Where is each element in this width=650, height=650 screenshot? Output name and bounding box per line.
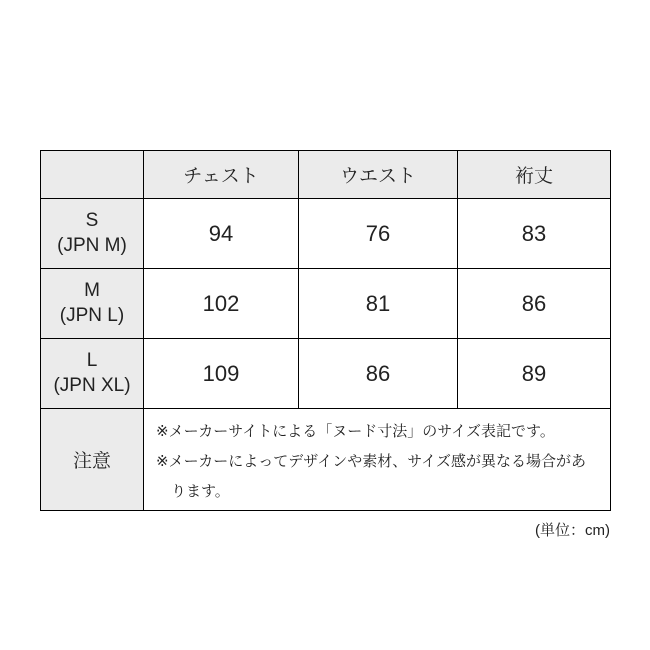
size-label-jpn: (JPN L)	[59, 304, 125, 326]
size-label: M	[84, 279, 100, 301]
cell-m-waist: 81	[299, 269, 458, 339]
note-top-spacer	[144, 409, 610, 417]
note-line-1: ※メーカーサイトによる「ヌード寸法」のサイズ表記です。	[156, 423, 555, 440]
note-label: 注意	[41, 409, 144, 511]
header-waist: ウエスト	[299, 151, 458, 199]
table-row-size-m	[41, 269, 611, 339]
cell-m-sleeve: 86	[458, 269, 611, 339]
cell-s-chest: 94	[144, 199, 299, 269]
cell-s-sleeve: 83	[458, 199, 611, 269]
cell-s-waist: 76	[299, 199, 458, 269]
table-row-size-l	[41, 339, 611, 409]
size-label: L	[86, 349, 98, 371]
cell-l-chest: 109	[144, 339, 299, 409]
header-row	[41, 151, 611, 199]
unit-label: (単位：cm)	[535, 522, 610, 539]
table-row-notes	[41, 409, 611, 511]
header-corner-cell	[41, 151, 144, 199]
size-label-jpn: (JPN XL)	[53, 374, 131, 396]
size-label-jpn: (JPN M)	[57, 234, 127, 256]
note-line-2: ※メーカーによってデザインや素材、サイズ感が異なる場合があります。	[156, 453, 587, 500]
size-label: S	[85, 209, 99, 231]
table-row-size-s	[41, 199, 611, 269]
size-table	[40, 150, 611, 511]
header-chest: チェスト	[144, 151, 299, 199]
cell-l-sleeve: 89	[458, 339, 611, 409]
header-sleeve-length: 裄丈	[458, 151, 611, 199]
cell-m-chest: 102	[144, 269, 299, 339]
row-label-s	[41, 199, 144, 269]
row-label-l	[41, 339, 144, 409]
row-label-m	[41, 269, 144, 339]
cell-l-waist: 86	[299, 339, 458, 409]
note-content	[144, 409, 611, 511]
